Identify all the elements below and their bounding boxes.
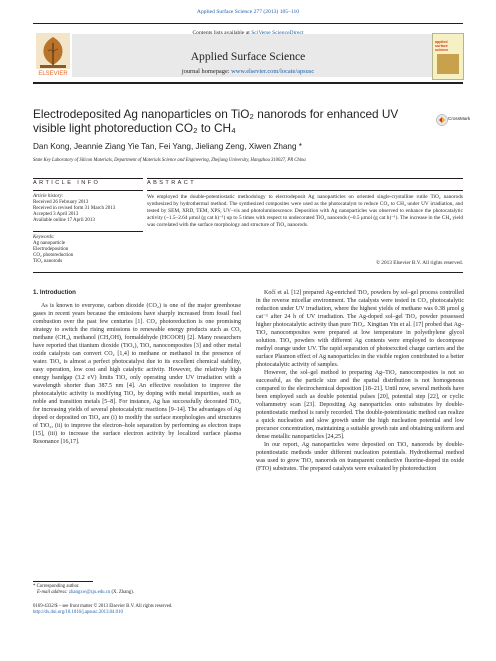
affiliation: State Key Laboratory of Silicon Materials, Department of Materials Science and Engineering, Zhejiang University, Hangzhou 310027, PR China xyxy=(33,158,306,163)
article-history xyxy=(33,194,143,224)
abstract-heading: ABSTRACT xyxy=(147,180,197,186)
history-label: Article history: xyxy=(33,194,64,199)
email-suffix: (X. Zhang). xyxy=(110,590,134,595)
keyword-item: Electrodeposition xyxy=(33,247,69,253)
abstract-bottom-rule xyxy=(33,272,463,273)
contents-prefix: Contents lists available at xyxy=(192,30,252,36)
issn-line: 0169-4332/$ – see front matter © 2013 Elsevier B.V. All rights reserved. xyxy=(33,604,173,609)
paragraph: In our report, Ag nanoparticles were deposited on TiO₂ nanorods by double-potentiostatic methods under different nucleation potentials. Hydrothermal method was used to grow TiO₂ nanorods on transparent conductive fluorine-doped tin oxide (FTO) substrates. The prepared catalysts were evaluated by photoreduction xyxy=(256,442,464,472)
article-title-line-2: visible light photoreduction CO₂ to CH₄ xyxy=(33,121,236,135)
footnote-marker: * xyxy=(33,584,36,589)
email-link[interactable]: zhangxw@zju.edu.cn xyxy=(68,590,111,595)
keywords-label: Keywords: xyxy=(33,235,55,240)
header-thick-rule xyxy=(33,82,463,84)
info-sub-rule xyxy=(33,190,143,191)
history-revised: Received in revised form 31 March 2013 xyxy=(33,206,116,212)
article-title xyxy=(33,107,403,135)
abstract-copyright: © 2013 Elsevier B.V. All rights reserved. xyxy=(375,260,463,266)
abstract-sub-rule xyxy=(147,190,463,191)
sciencedirect-link[interactable]: SciVerse ScienceDirect xyxy=(251,30,304,36)
corresponding-footnote xyxy=(33,584,241,596)
paragraph: Kočí et al. [12] prepared Ag-enriched TiO₂ powders by sol–gel process controlled in the reverse micellar environment. The catalysts were tested in CO₂ photocatalytic reduction under UV irradiation, where the highest yields of methane was 0.38 μmol g cat⁻¹ after 24 h of UV irradiation. The Ag-doped sol–gel TiO₂ powder possessed higher photocatalytic activity than pure TiO₂. Xingtian Yin et al. [17] probed that Ag–TiO₂ nanocomposites were prepared at low temperature in polyethylene glycol solution. TiO₂ powders with different Ag contents were employed to decompose methyl orange under UV. The rapid separation of photoexcited charge carriers and the surface Plasmon effect of Ag nanoparticles in the visible region contributed to a better photocatalytic activity of samples. xyxy=(256,290,464,368)
author-list: Dan Kong, Jeannie Ziang Yie Tan, Fei Yang, Jieliang Zeng, Xiwen Zhang * xyxy=(33,142,302,151)
header-rule xyxy=(33,23,463,24)
history-accepted: Accepted 3 April 2013 xyxy=(33,212,79,218)
homepage-link[interactable]: www.elsevier.com/locate/apsusc xyxy=(231,68,315,75)
homepage-prefix: journal homepage: xyxy=(181,68,232,75)
keyword-item: TiO₂ nanorods xyxy=(33,259,63,265)
abstract-top-rule xyxy=(147,178,463,179)
body-right-column xyxy=(256,289,464,473)
email-prefix: E-mail address: xyxy=(37,590,69,595)
history-online: Available online 17 April 2013 xyxy=(33,218,95,224)
crossmark-badge[interactable] xyxy=(436,113,471,127)
journal-homepage xyxy=(0,68,496,75)
footnote-label: Corresponding author. xyxy=(36,584,80,589)
abstract-text: We employed the double-potentiostatic methodology to electrodeposit Ag nanoparticles on oriented single-crystalline rutile TiO₂ nanorods synthesized by hydrothermal method. The synthesized composites were used as the photocatalyst to reduce CO₂ to CH₄ under UV irradiation, and tested by SEM, XRD, TEM, XPS, UV–vis and photoluminescence. Deposition with Ag nanoparticles was observed to enhance the photocatalytic activity (~1.5–2.64 μmol (g cat h)⁻¹) up to 5 times with respect to undecorated TiO₂ nanorods (~0.5 μmol (g cat h)⁻¹). The increase in the CH₄ yield was correlated with the surface morphology and structure of TiO₂ nanorods. xyxy=(147,194,463,228)
journal-title: Applied Surface Science xyxy=(190,50,306,63)
body-left-column xyxy=(33,302,241,446)
running-head: Applied Surface Science 277 (2013) 105–110 xyxy=(196,9,300,15)
history-received: Received 26 February 2013 xyxy=(33,200,89,206)
paragraph: As is known to everyone, carbon dioxide (CO₂) is one of the major greenhouse gases in recent years because the emissions have sharply increased from fossil fuel combustion over the past few centuries [1]. CO₂ photoreduction is one promising strategy to switch the rising emissions to renewable energy products such as CO, methane (CH₄), methanol (CH₃OH), formaldehyde (HCOOH) [2]. Many researchers have reported that titanium dioxide (TiO₂), TiO₂ nanocomposites [3] and other metal oxide catalysts can convert CO₂ [1,4] to methane or methanol in the presence of water. TiO₂ is almost a perfect photocatalyst due to its excellent chemical stability, easy operation, low cost and high catalytic activity. However, the relatively high energy bandgap (3.2 eV) limits TiO₂ only operating under UV irradiation with a wavelength shorter than 387.5 nm [4]. An effective resolution to improve the photocatalytic activity is modifying TiO₂ by doping with metal impurities, such as noble and transition metals [5–8]. For instance, Ag has successfully decorated TiO₂ for increasing yields of several photocatalytic reactions [9–14]. The advantages of Ag doped or deposited on TiO₂ are (i) to modify the surface morphologies and structures of TiO₂, (ii) to improve the electron–hole separation by performing as electron traps [15], (iii) to increase the surface electron activity by localized surface plasma Resonance [16,17]. xyxy=(33,303,241,445)
info-top-rule xyxy=(33,178,143,179)
keywords-block xyxy=(33,235,143,265)
section-heading-introduction: 1. Introduction xyxy=(33,289,76,296)
cover-title: applied surface science xyxy=(435,40,449,52)
elsevier-logo xyxy=(36,33,70,79)
cover-image xyxy=(437,54,459,74)
article-info-heading: ARTICLE INFO xyxy=(33,180,101,186)
page-footer xyxy=(33,604,333,617)
article-title-line-1: Electrodeposited Ag nanoparticles on TiO₂ nanorods for enhanced UV xyxy=(33,107,399,121)
contents-line xyxy=(0,30,496,36)
keyword-item: CO₂ photoreduction xyxy=(33,253,74,259)
journal-cover xyxy=(432,33,464,80)
crossmark-label: CrossMark xyxy=(448,116,471,121)
doi-link[interactable]: http://dx.doi.org/10.1016/j.apsusc.2013.04.010 xyxy=(33,610,123,616)
elsevier-wordmark: ELSEVIER xyxy=(38,71,68,77)
keywords-rule xyxy=(33,231,143,232)
paragraph: However, the sol–gel method to preparing Ag–TiO₂ nanocomposites is not so successful, as the particle size and the spatial distribution is not homogenous compared to the electrochemical deposition [18–21]. Until now, several methods have been employed such as double potential pulses [20], potential step [22], or cyclic voltammetry scan [23]. Depositing Ag nanoparticles onto substrates by double-potentiostatic method is rarely recorded. The double-potentiostatic method can realize a quick nucleation and slow growth under the high nucleation potential and low precursor concentration, maintaining a suitable growth rate and obtaining uniform and dense metallic nanoparticles [24,25]. xyxy=(256,370,464,440)
keyword-item: Ag nanoparticle xyxy=(33,241,66,247)
footnote-rule xyxy=(33,581,93,582)
